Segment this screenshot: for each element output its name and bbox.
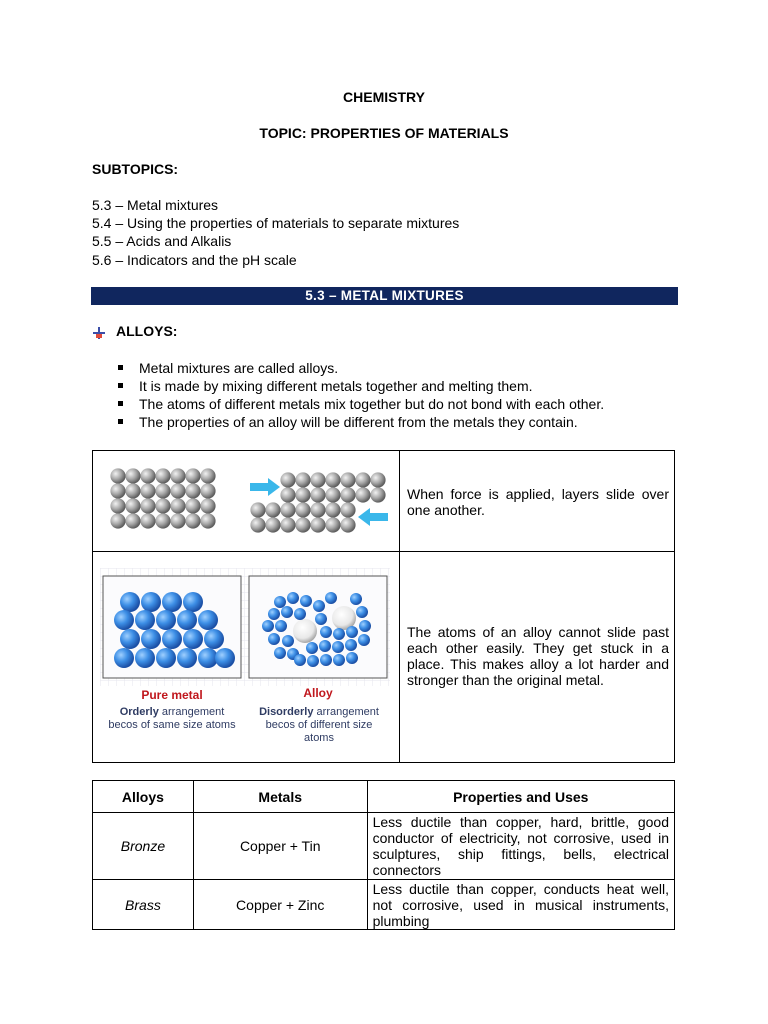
subtopic-item: 5.3 – Metal mixtures — [92, 197, 219, 213]
table-header-row — [93, 781, 675, 813]
diagram-table-divider — [92, 551, 675, 552]
document-subject: CHEMISTRY — [343, 89, 425, 105]
properties-cell: Less ductile than copper, hard, brittle, good conductor of electricity, not corrosive, used in sculptures, ship fittings, bells, electrical connectors — [367, 813, 674, 880]
layers-slide-illustration — [104, 462, 392, 540]
alloy-facts-list — [118, 359, 604, 431]
alloy-name-cell: Bronze — [93, 813, 194, 880]
pure-metal-vs-alloy-illustration — [100, 568, 390, 686]
subtopic-item: 5.5 – Acids and Alkalis — [92, 233, 232, 249]
alloy-strength-text: The atoms of an alloy cannot slide past each other easily. They get stuck in a place. This makes alloy a lot harder and stronger than the original metal. — [407, 624, 669, 688]
metals-cell: Copper + Zinc — [193, 880, 367, 930]
diagram-table-column-divider — [399, 450, 400, 763]
arrow-left-icon — [358, 508, 388, 526]
list-item: Metal mixtures are called alloys. — [118, 359, 604, 377]
alloy-name-cell: Brass — [93, 880, 194, 930]
alloys-table — [92, 780, 675, 930]
alloy-label: Alloy — [303, 686, 333, 700]
heading-bullet-icon — [92, 326, 106, 340]
subtopic-item: 5.4 – Using the properties of materials to separate mixtures — [92, 215, 460, 231]
list-item: It is made by mixing different metals together and melting them. — [118, 377, 604, 395]
list-item: The properties of an alloy will be different from the metals they contain. — [118, 413, 604, 431]
table-row — [93, 813, 675, 880]
column-header: Properties and Uses — [367, 781, 674, 813]
column-header: Metals — [193, 781, 367, 813]
alloy-caption: Disorderly arrangement becos of different size atoms — [259, 706, 379, 744]
column-header: Alloys — [93, 781, 194, 813]
subtopic-item: 5.6 – Indicators and the pH scale — [92, 252, 297, 268]
table-row — [93, 880, 675, 930]
pure-metal-caption: Orderly arrangement becos of same size atoms — [108, 706, 236, 731]
arrow-right-icon — [250, 478, 280, 496]
subtopics-heading: SUBTOPICS: — [92, 161, 179, 177]
pure-metal-label: Pure metal — [141, 688, 203, 702]
properties-cell: Less ductile than copper, conducts heat well, not corrosive, used in musical instruments, plumbing — [367, 880, 674, 930]
document-topic: TOPIC: PROPERTIES OF MATERIALS — [259, 125, 509, 141]
alloys-heading: ALLOYS: — [116, 323, 178, 339]
layers-slide-text: When force is applied, layers slide over one another. — [407, 486, 669, 518]
metals-cell: Copper + Tin — [193, 813, 367, 880]
section-banner: 5.3 – METAL MIXTURES — [91, 287, 678, 305]
list-item: The atoms of different metals mix together but do not bond with each other. — [118, 395, 604, 413]
